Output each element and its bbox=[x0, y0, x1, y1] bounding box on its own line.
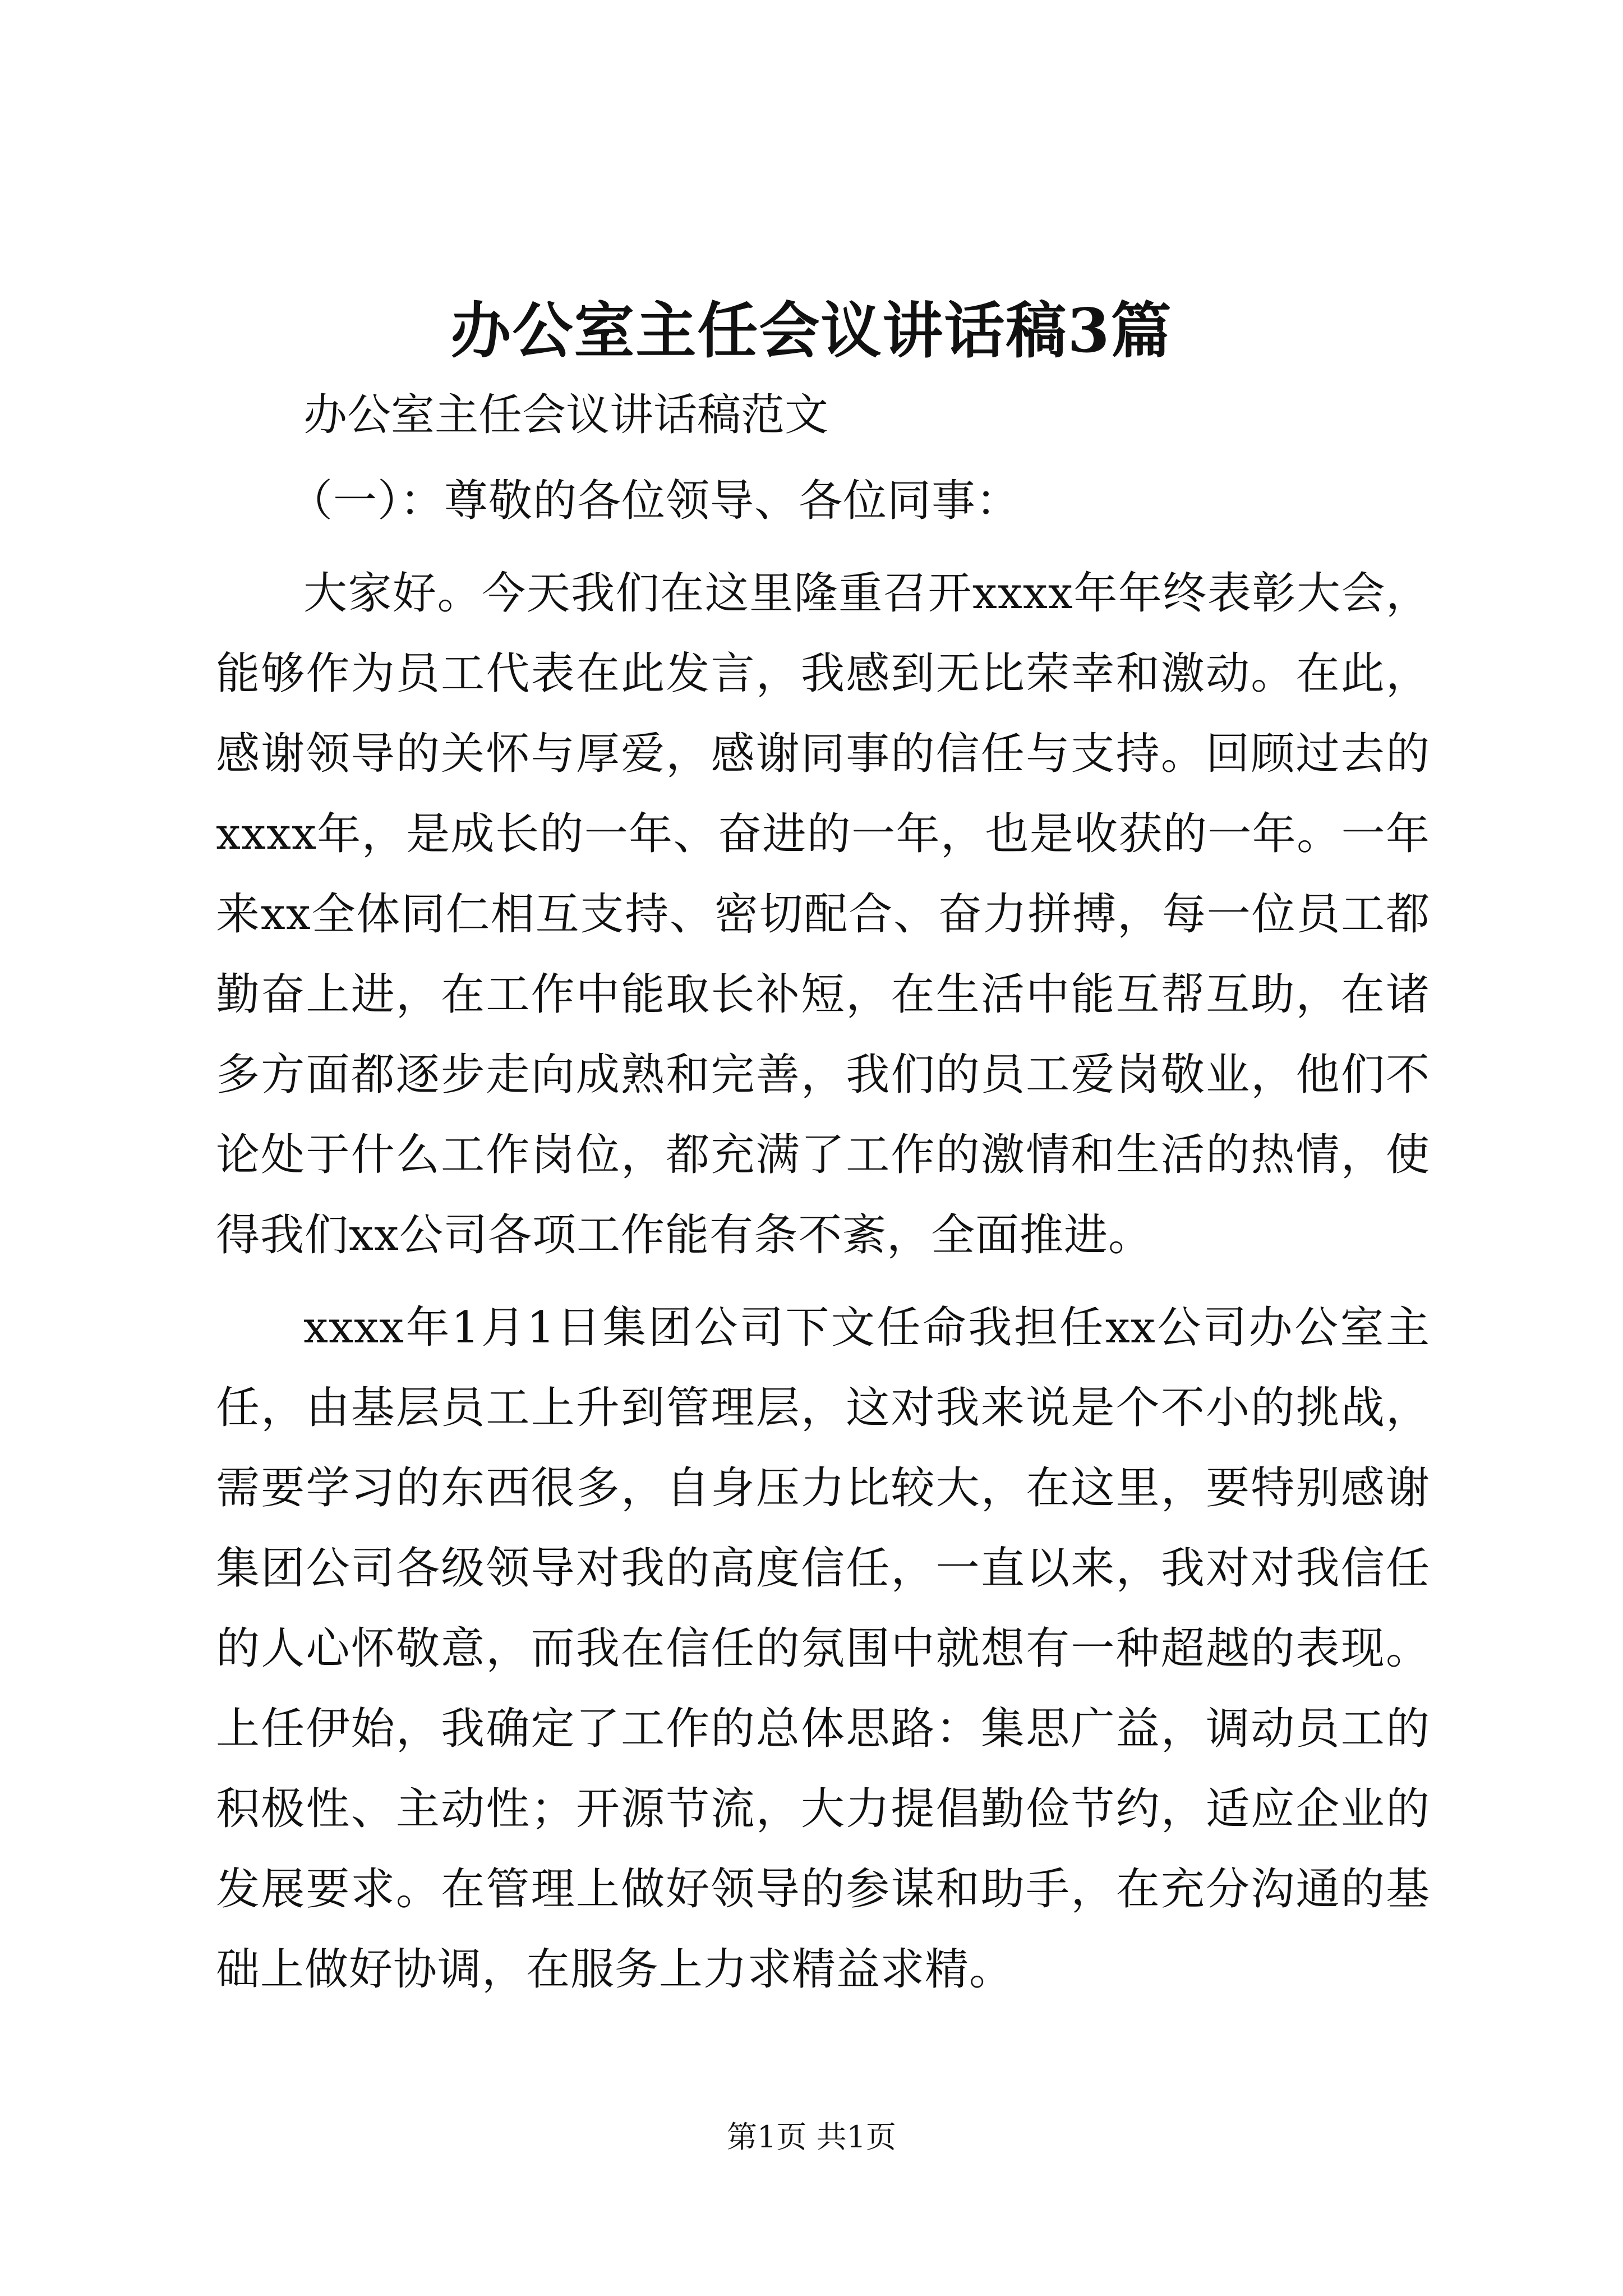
paragraph-appointment: xxxx年1月1日集团公司下文任命我担任xx公司办公室主任，由基层员工上升到管理层，这对我来说是个不小的挑战，需要学习的东西很多，自身压力比较大，在这里，要特别感谢集团公司各级领导对我的高度信任，一直以来，我对对我信任的人心怀敬意，而我在信任的氛围中就想有一种超越的表现。上任伊始，我确定了工作的总体思路：集思广益，调动员工的积极性、主动性；开源节流，大力提倡勤俭节约，适应企业的发展要求。在管理上做好领导的参谋和助手，在充分沟通的基础上做好协调，在服务上力求精益求精。 bbox=[216, 1303, 1430, 1995]
document-subtitle: 办公室主任会议讲话稿范文 bbox=[303, 390, 829, 440]
paragraph-greeting: （一）：尊敬的各位领导、各位同事： bbox=[289, 476, 1021, 526]
page-number-footer: 第1页 共1页 bbox=[727, 2119, 896, 2155]
document-body bbox=[216, 381, 1430, 2022]
document-title: 办公室主任会议讲话稿3篇 bbox=[450, 296, 1173, 366]
paragraph-opening: 大家好。今天我们在这里隆重召开xxxx年年终表彰大会，能够作为员工代表在此发言，我感到无比荣幸和激动。在此，感谢领导的关怀与厚爱，感谢同事的信任与支持。回顾过去的xxxx年，是成长的一年、奋进的一年，也是收获的一年。一年来xx全体同仁相互支持、密切配合、奋力拼搏，每一位员工都勤奋上进，在工作中能取长补短，在生活中能互帮互助，在诸多方面都逐步走向成熟和完善，我们的员工爱岗敬业，他们不论处于什么工作岗位，都充满了工作的激情和生活的热情，使得我们xx公司各项工作能有条不紊，全面推进。 bbox=[216, 568, 1430, 1260]
